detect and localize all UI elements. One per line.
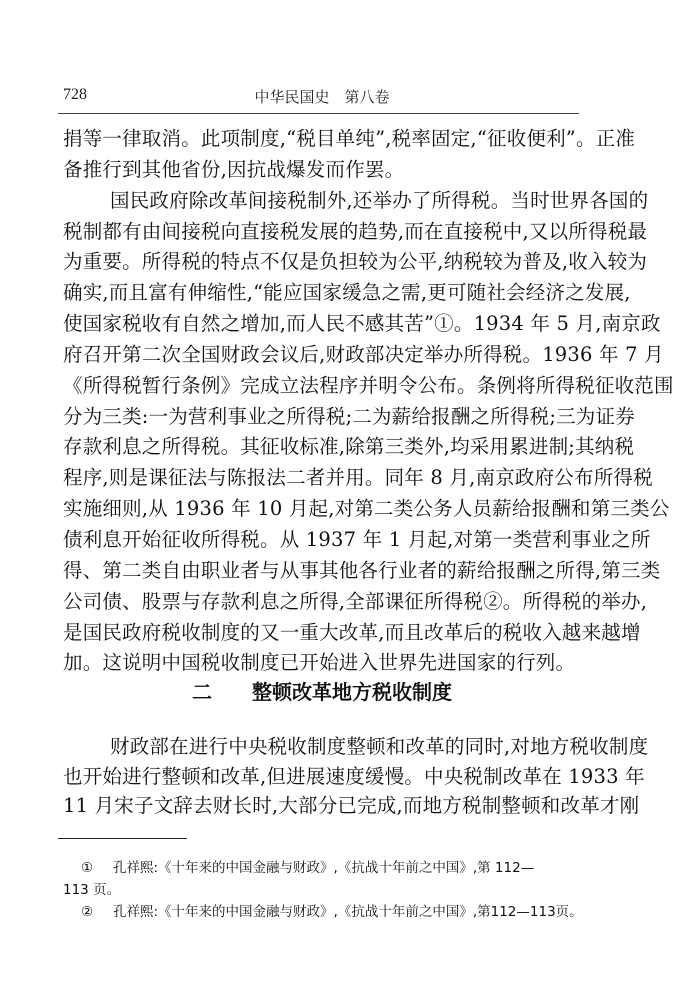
text-line: 是国民政府税收制度的又一重大改革,而且改革后的税收入越来越增 xyxy=(63,620,641,644)
text-line: 程序,则是课征法与陈报法二者并用。同年 8 月,南京政府公布所得税 xyxy=(63,466,653,490)
text-line: 实施细则,从 1936 年 10 月起,对第二类公务人员薪给报酬和第三类公 xyxy=(63,497,670,521)
text-line: 使国家税收有自然之增加,而人民不感其苦”①。1934 年 5 月,南京政 xyxy=(63,312,661,336)
footnote-text: 孔祥熙:《十年来的中国金融与财政》,《抗战十年前之中国》,第 112— xyxy=(113,860,535,876)
text-line: 11 月宋子文辞去财长时,大部分已完成,而地方税制整顿和改革才刚 xyxy=(63,794,640,817)
section-heading: 二 整顿改革地方税收制度 xyxy=(192,680,452,704)
footnote-marker: ① xyxy=(81,860,94,876)
text-line: 存款利息之所得税。其征收标准,除第三类外,均采用累进制;其纳税 xyxy=(63,435,635,459)
text-line: 捐等一律取消。此项制度,“税目单纯”,税率固定,“征收便利”。正准 xyxy=(63,127,636,150)
text-line: 为重要。所得税的特点不仅是负担较为公平,纳税较为普及,收入较为 xyxy=(63,250,648,274)
section-body-text xyxy=(63,732,649,821)
text-line: 分为三类:一为营利事业之所得税;二为薪给报酬之所得税;三为证券 xyxy=(63,404,635,428)
text-line: 《所得税暂行条例》完成立法程序并明令公布。条例将所得税征收范围 xyxy=(63,373,674,397)
text-line: 确实,而且富有伸缩性,“能应国家缓急之需,更可随社会经济之发展, xyxy=(63,281,631,305)
footnote-1 xyxy=(63,857,579,879)
footnotes xyxy=(63,857,583,923)
text-line: 国民政府除改革间接税制外,还举办了所得税。当时世界各国的 xyxy=(110,188,649,212)
running-title: 中华民国史 第八卷 xyxy=(254,88,390,106)
footnote-marker: ② xyxy=(81,904,94,920)
footnote-2 xyxy=(63,901,583,923)
text-line: 得、第二类自由职业者与从事其他各行业者的薪给报酬之所得,第三类 xyxy=(63,558,661,582)
footnote-text: 孔祥熙:《十年来的中国金融与财政》,《抗战十年前之中国》,第112—113页。 xyxy=(113,904,583,920)
text-line: 税制都有由间接税向直接税发展的趋势,而在直接税中,又以所得税最 xyxy=(63,219,648,243)
text-line: 公司债、股票与存款利息之所得,全部课征所得税②。所得税的举办, xyxy=(63,589,648,613)
footnote-1-continuation: 113 页。 xyxy=(63,882,121,898)
text-line: 府召开第二次全国财政会议后,财政部决定举办所得税。1936 年 7 月 xyxy=(63,342,664,366)
text-line: 也开始进行整顿和改革,但进展速度缓慢。中央税制改革在 1933 年 xyxy=(63,764,645,788)
footnote-rule xyxy=(58,838,187,839)
text-line: 加。这说明中国税收制度已开始进入世界先进国家的行列。 xyxy=(63,651,576,675)
text-line: 财政部在进行中央税收制度整顿和改革的同时,对地方税收制度 xyxy=(110,735,649,758)
body-text xyxy=(63,124,674,679)
text-line: 备推行到其他省份,因抗战爆发而作罢。 xyxy=(63,157,405,181)
page-number: 728 xyxy=(63,86,87,103)
header-rule xyxy=(58,113,579,114)
text-line: 债利息开始征收所得税。从 1937 年 1 月起,对第一类营利事业之所 xyxy=(63,527,651,551)
